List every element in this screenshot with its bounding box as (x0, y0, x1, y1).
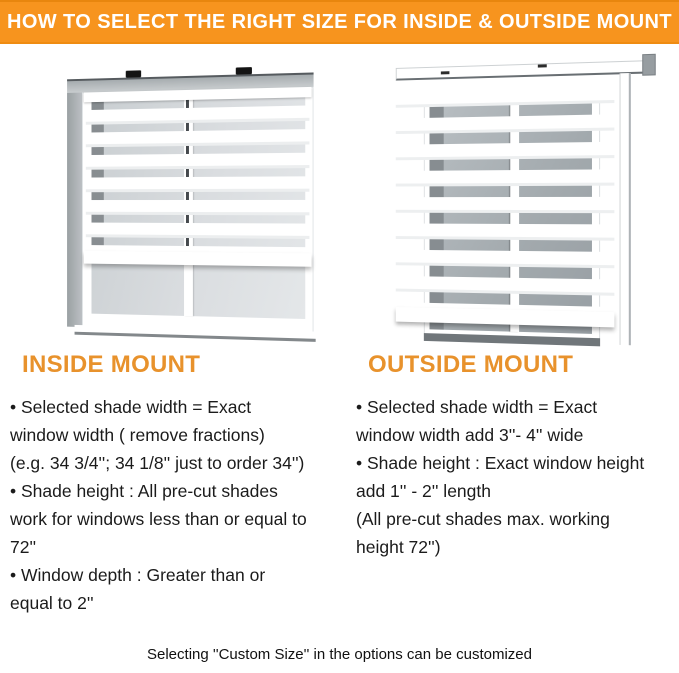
banner-title: HOW TO SELECT THE RIGHT SIZE FOR INSIDE & OUTSIDE MOUNT (7, 10, 672, 33)
zebra-blind-stripes (86, 97, 310, 253)
bullet-line: window width add 3''- 4'' wide (356, 425, 584, 445)
bullet-line: • Shade height : Exact window height (356, 453, 645, 473)
outside-mount-illustration (394, 51, 662, 356)
bullet-line: 72'' (10, 537, 37, 557)
bullet-line: (All pre-cut shades max. working (356, 509, 610, 529)
bullet-item (10, 477, 354, 561)
bullet-item (356, 449, 676, 561)
header-banner (0, 0, 679, 44)
bullet-line: add 1'' - 2'' length (356, 481, 491, 501)
bullet-line: work for windows less than or equal to (10, 509, 307, 529)
zebra-blind-stripes (396, 75, 615, 312)
blind-side-rail (620, 73, 631, 345)
outside-mount-bullet-list (356, 393, 676, 561)
window-sill-shadow (424, 333, 600, 346)
bullet-line: • Window depth : Greater than or (10, 565, 266, 585)
inside-mount-illustration (63, 56, 315, 348)
mounting-bracket-icon (538, 64, 547, 67)
bullet-item (356, 393, 676, 449)
custom-size-caption: Selecting ''Custom Size'' in the options can be customized (147, 646, 532, 663)
inside-mount-heading: INSIDE MOUNT (22, 351, 201, 378)
bullet-line: height 72'') (356, 537, 441, 557)
bullet-line: equal to 2'' (10, 593, 94, 613)
mounting-bracket-icon (236, 67, 252, 75)
bullet-line: • Selected shade width = Exact (10, 397, 252, 417)
outside-mount-heading: OUTSIDE MOUNT (368, 351, 574, 378)
bullet-item (10, 393, 354, 477)
bullet-line: window width ( remove fractions) (10, 425, 265, 445)
end-bracket-icon (642, 54, 656, 76)
mounting-bracket-icon (441, 71, 450, 74)
mounting-bracket-icon (126, 70, 141, 77)
window-left-jamb (67, 93, 82, 328)
inside-mount-bullet-list (10, 393, 354, 617)
bullet-line: (e.g. 34 3/4''; 34 1/8'' just to order 34'') (10, 453, 305, 473)
bullet-line: • Selected shade width = Exact (356, 397, 598, 417)
bullet-item (10, 561, 354, 617)
bullet-line: • Shade height : All pre-cut shades (10, 481, 278, 501)
